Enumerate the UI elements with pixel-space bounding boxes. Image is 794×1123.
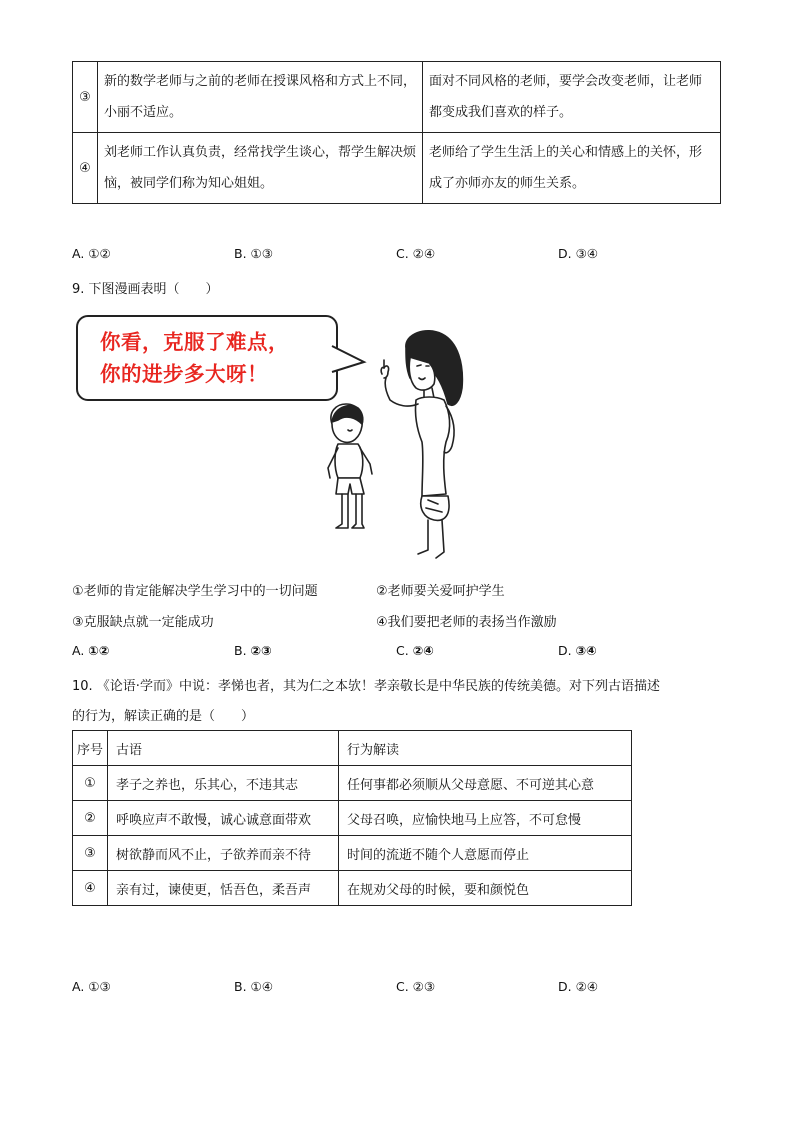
row-number: ① (73, 766, 108, 801)
q9-option-c[interactable] (396, 643, 434, 658)
q8-option-c[interactable]: C. ②④ (396, 246, 436, 261)
interpretation-cell: 父母召唤，应愉快地马上应答，不可怠慢 (339, 801, 632, 836)
bubble-line-1: 你看，克服了难点， (100, 330, 289, 354)
q10-stem-line-1: 10. 《论语·学而》中说：孝悌也者，其为仁之本欤！孝亲敬长是中华民族的传统美德。对下列古语描述 (72, 679, 660, 694)
row-number: ③ (73, 62, 98, 133)
q9-statement-1: ①老师的肯定能解决学生学习中的一切问题 (72, 584, 318, 599)
q9-statement-3: ③克服缺点就一定能成功 (72, 615, 214, 630)
bubble-line-2: 你的进步多大呀！ (100, 362, 268, 386)
speech-bubble-text (100, 326, 340, 390)
table-row (73, 836, 632, 871)
row-number: ③ (73, 836, 108, 871)
q8-option-a[interactable]: A. ①② (72, 246, 111, 261)
table-header-row (73, 731, 632, 766)
q10-option-d[interactable]: D. ②④ (558, 979, 598, 994)
q9-option-d[interactable] (558, 643, 597, 658)
quote-cell: 呼唤应声不敢慢，诚心诚意面带欢 (108, 801, 339, 836)
interpretation-cell: 任何事都必须顺从父母意愿、不可逆其心意 (339, 766, 632, 801)
interpretation-cell: 时间的流逝不随个人意愿而停止 (339, 836, 632, 871)
table-row (73, 62, 721, 133)
row-number: ② (73, 801, 108, 836)
header-cell: 序号 (73, 731, 108, 766)
option-value: ①② (88, 643, 110, 658)
row-number: ④ (73, 871, 108, 906)
table-row (73, 766, 632, 801)
q8-option-d[interactable]: D. ③④ (558, 246, 598, 261)
q10-option-c[interactable]: C. ②③ (396, 979, 436, 994)
option-letter: C. (396, 643, 409, 658)
table-row (73, 133, 721, 204)
q9-option-b[interactable] (234, 643, 272, 658)
q9-statement-4: ④我们要把老师的表扬当作激励 (376, 615, 557, 630)
option-letter: B. (234, 643, 247, 658)
row-number: ④ (73, 133, 98, 204)
q9-statement-2: ②老师要关爱呵护学生 (376, 584, 505, 599)
option-value: ②④ (412, 643, 434, 658)
q8-option-b[interactable]: B. ①③ (234, 246, 273, 261)
option-value: ③④ (575, 643, 597, 658)
table-q8-continued (72, 61, 721, 204)
table-q10 (72, 730, 632, 906)
q10-option-b[interactable]: B. ①④ (234, 979, 273, 994)
header-cell: 古语 (108, 731, 339, 766)
quote-cell: 孝子之养也，乐其心，不违其志 (108, 766, 339, 801)
q10-stem-line-2: 的行为，解读正确的是（ ） (72, 709, 255, 724)
quote-cell: 亲有过，谏使更，恬吾色，柔吾声 (108, 871, 339, 906)
situation-cell: 新的数学老师与之前的老师在授课风格和方式上不同，小丽不适应。 (98, 62, 423, 133)
situation-cell: 刘老师工作认真负责，经常找学生谈心，帮学生解决烦恼，被同学们称为知心姐姐。 (98, 133, 423, 204)
interpretation-cell: 老师给了学生生活上的关心和情感上的关怀，形成了亦师亦友的师生关系。 (423, 133, 721, 204)
option-value: ②③ (250, 643, 272, 658)
interpretation-cell: 面对不同风格的老师，要学会改变老师，让老师都变成我们喜欢的样子。 (423, 62, 721, 133)
q9-stem: 9. 下图漫画表明（ ） (72, 282, 219, 297)
interpretation-cell: 在规劝父母的时候，要和颜悦色 (339, 871, 632, 906)
option-letter: D. (558, 643, 572, 658)
header-cell: 行为解读 (339, 731, 632, 766)
quote-cell: 树欲静而风不止，子欲养而亲不待 (108, 836, 339, 871)
teacher-praising-student-illustration (318, 328, 488, 568)
q9-option-a[interactable] (72, 643, 109, 658)
table-row (73, 801, 632, 836)
option-letter: A. (72, 643, 85, 658)
table-row (73, 871, 632, 906)
q10-option-a[interactable]: A. ①③ (72, 979, 111, 994)
